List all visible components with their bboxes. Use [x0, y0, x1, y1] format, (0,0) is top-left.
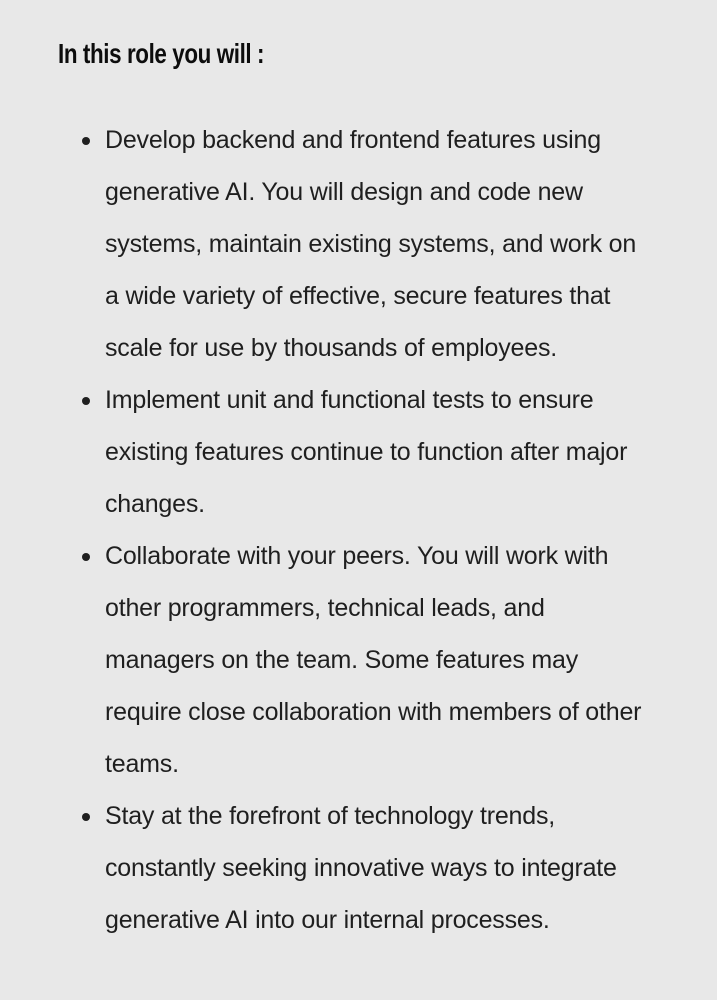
list-item	[105, 530, 645, 790]
bullet-icon	[82, 137, 90, 145]
list-item	[105, 114, 645, 374]
role-responsibilities-list	[105, 114, 645, 946]
list-item-text: Implement unit and functional tests to ensure existing features continue to function after major changes.	[105, 386, 628, 518]
bullet-icon	[82, 813, 90, 821]
bullet-icon	[82, 397, 90, 405]
list-item-text: Develop backend and frontend features using generative AI. You will design and code new systems, maintain existing systems, and work on a wide variety of effective, secure features that scale for use by thousands of employees.	[105, 126, 637, 362]
list-item	[105, 790, 645, 946]
bullet-icon	[82, 553, 90, 561]
list-item	[105, 374, 645, 530]
list-item-text: Collaborate with your peers. You will work with other programmers, technical leads, and managers on the team. Some features may require close collaboration with members of other teams.	[105, 542, 642, 778]
list-item-text: Stay at the forefront of technology trends, constantly seeking innovative ways to integrate generative AI into our internal processes.	[105, 802, 617, 934]
section-heading: In this role you will :	[58, 38, 265, 69]
